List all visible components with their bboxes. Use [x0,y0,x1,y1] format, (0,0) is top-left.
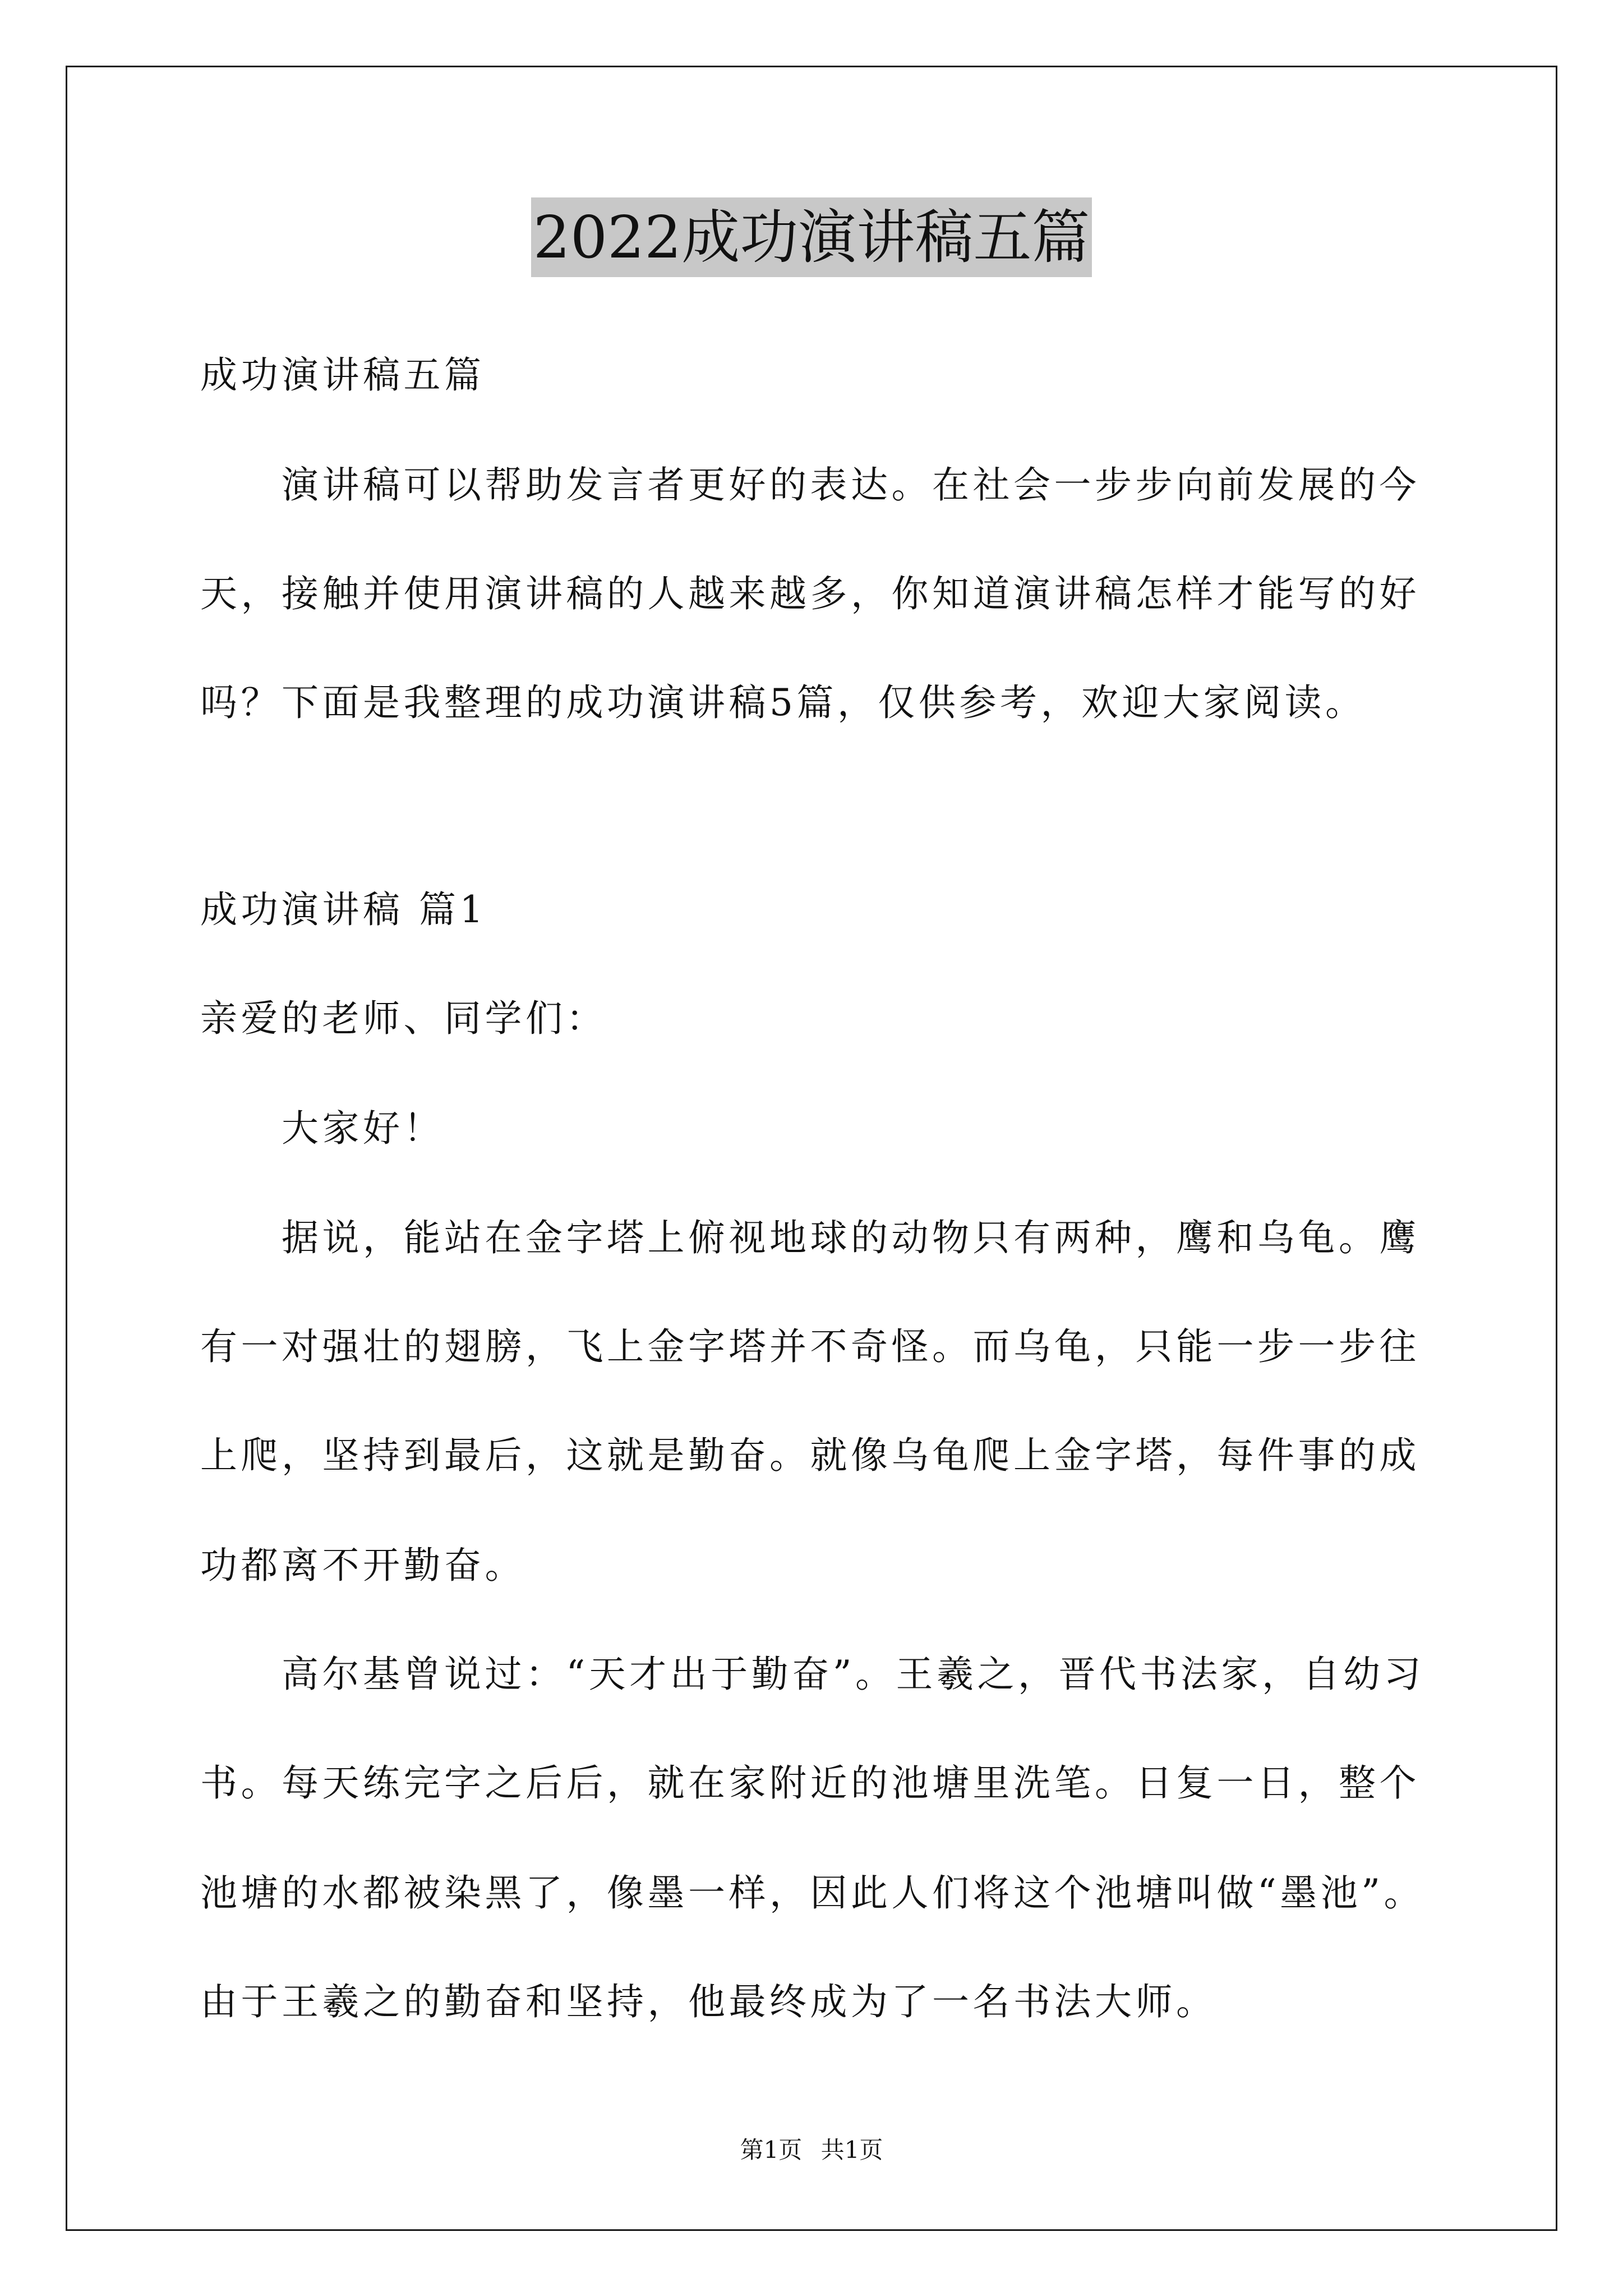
page-total: 共1页 [820,2136,883,2164]
intro-line-1: 演讲稿可以帮助发言者更好的表达。在社会一步步向前发展的今 [282,463,1420,507]
title-container [0,197,1623,277]
para1-line-2: 有一对强壮的翅膀，飞上金字塔并不奇怪。而乌龟，只能一步一步往 [200,1325,1420,1368]
greeting: 大家好！ [282,1107,444,1150]
page-number: 第1页 [740,2136,803,2164]
para2-line-4: 由于王羲之的勤奋和坚持，他最终成为了一名书法大师。 [200,1980,1217,2023]
para1-line-4: 功都离不开勤奋。 [200,1544,525,1587]
intro-line-2: 天，接触并使用演讲稿的人越来越多，你知道演讲稿怎样才能写的好 [200,572,1420,615]
subtitle: 成功演讲稿五篇 [200,353,485,397]
page-footer [0,2136,1623,2164]
para1-line-3: 上爬，坚持到最后，这就是勤奋。就像乌龟爬上金字塔，每件事的成 [200,1434,1420,1477]
para2-line-2: 书。每天练完字之后后，就在家附近的池塘里洗笔。日复一日，整个 [200,1761,1420,1805]
section-heading: 成功演讲稿 篇1 [200,888,487,931]
para2-line-1: 高尔基曾说过：“天才出于勤奋”。王羲之，晋代书法家，自幼习 [282,1653,1424,1696]
intro-line-3: 吗？下面是我整理的成功演讲稿5篇，仅供参考，欢迎大家阅读。 [200,681,1366,724]
salutation: 亲爱的老师、同学们： [200,997,607,1040]
para1-line-1: 据说，能站在金字塔上俯视地球的动物只有两种，鹰和乌龟。鹰 [282,1216,1420,1259]
document-title: 2022成功演讲稿五篇 [531,197,1092,277]
para2-line-3: 池塘的水都被染黑了，像墨一样，因此人们将这个池塘叫做“墨池”。 [200,1871,1424,1915]
